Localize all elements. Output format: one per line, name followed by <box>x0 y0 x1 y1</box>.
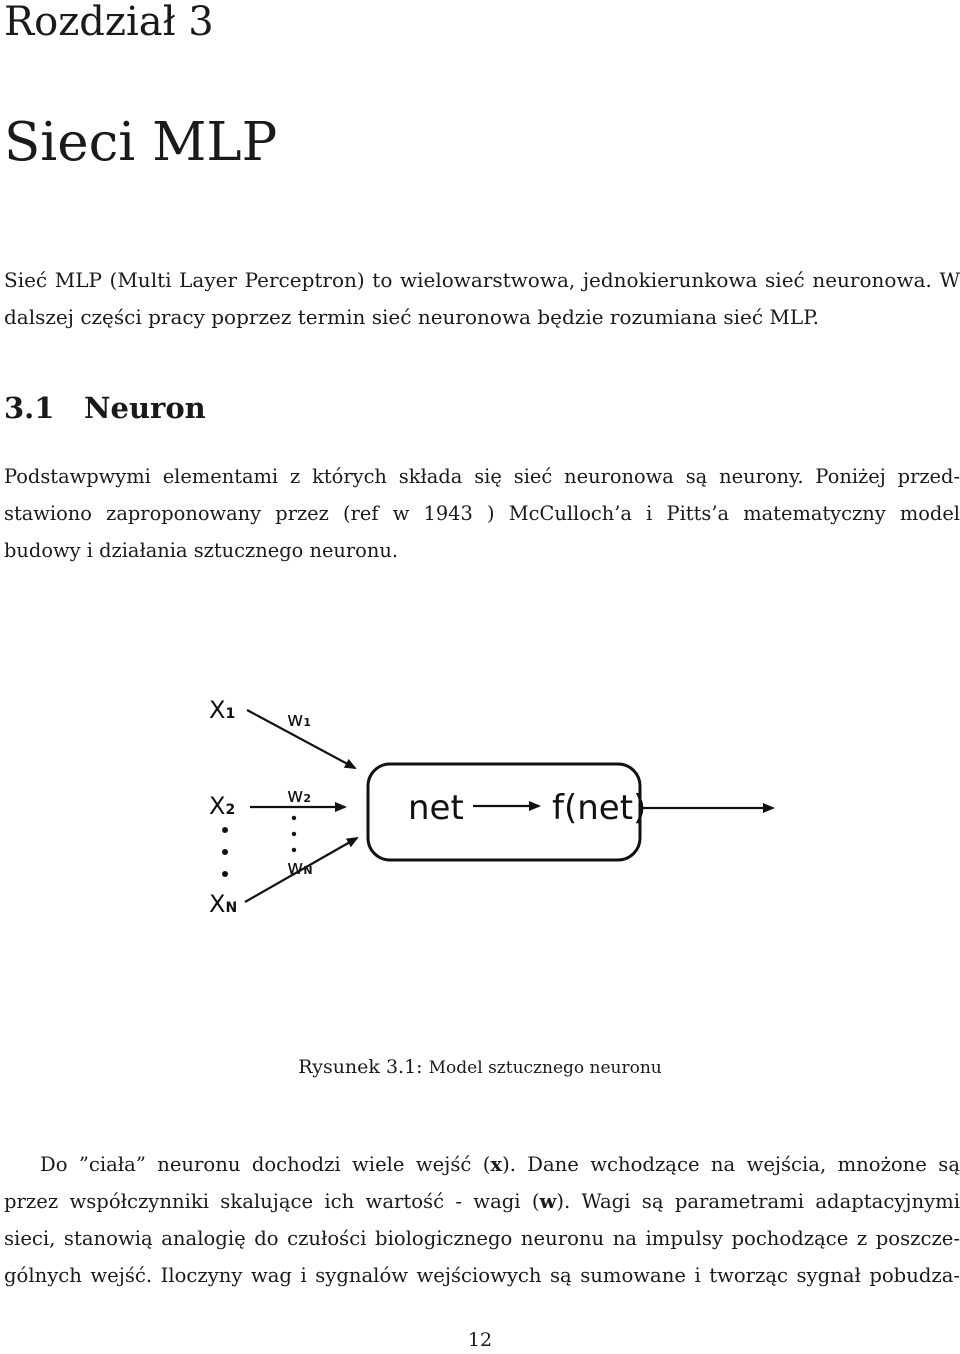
caption-text: Model sztucznego neuronu <box>428 1058 662 1078</box>
section-title: Neuron <box>84 391 206 425</box>
input-label-x1: X1 <box>209 696 236 724</box>
body-line-4: gólnych wejść. Iloczyny wag i sygnalów wejściowych są sumowane i tworząc sygnał pobudza- <box>4 1264 960 1287</box>
figure-caption <box>0 1052 960 1083</box>
input-dot-2 <box>222 849 228 855</box>
body-line-2: przez współczynniki skalujące ich wartość - wagi (w). Wagi są parametrami adaptacyjnymi <box>4 1190 960 1213</box>
body-line-1: Do ”ciała” neuronu dochodzi wiele wejść (x). Dane wchodzące na wejścia, mnożone są <box>40 1153 960 1176</box>
section-paragraph <box>4 458 960 569</box>
neuron-diagram <box>195 690 785 930</box>
weight-dot-3 <box>292 848 296 852</box>
section-heading <box>4 388 206 428</box>
chapter-title: Sieci MLP <box>4 112 278 173</box>
section-line-1: Podstawpwymi elementami z których składa się sieć neuronowa są neurony. Poniżej przed- <box>4 465 960 488</box>
chapter-label: Rozdział 3 <box>4 0 214 45</box>
body-line-3: sieci, stanowią analogię do czułości biologicznego neuronu na impulsy pochodzące z poszcze- <box>4 1227 960 1250</box>
input-dot-3 <box>222 871 228 877</box>
body-paragraph <box>4 1146 960 1294</box>
intro-paragraph <box>4 262 960 336</box>
input-dot-1 <box>222 827 228 833</box>
fnet-label: f(net) <box>552 788 647 828</box>
vector-x: x <box>490 1153 503 1176</box>
input-label-x2: X2 <box>209 792 236 820</box>
weight-dot-2 <box>292 832 296 836</box>
section-line-2: stawiono zaproponowany przez (ref w 1943 ) McCulloch’a i Pitts’a matematyczny model <box>4 502 960 525</box>
intro-line-1: Sieć MLP (Multi Layer Perceptron) to wielowarstwowa, jednokierunkowa sieć neuronowa. W <box>4 268 960 292</box>
intro-line-2: dalszej części pracy poprzez termin sieć neuronowa będzie rozumiana sieć MLP. <box>4 305 819 329</box>
weight-dot-1 <box>292 816 296 820</box>
neuron-model-figure <box>195 690 785 930</box>
net-label: net <box>408 788 464 828</box>
section-line-3: budowy i działania sztucznego neuronu. <box>4 539 398 562</box>
weight-label-w2: w2 <box>287 783 312 807</box>
vector-w: w <box>539 1190 557 1213</box>
section-number: 3.1 <box>4 391 55 425</box>
input-label-xn: XN <box>209 890 238 918</box>
page-number: 12 <box>467 1329 493 1351</box>
caption-label: Rysunek 3.1: <box>298 1056 423 1078</box>
weight-label-w1: w1 <box>287 707 312 731</box>
weight-label-wn: wN <box>287 855 313 879</box>
